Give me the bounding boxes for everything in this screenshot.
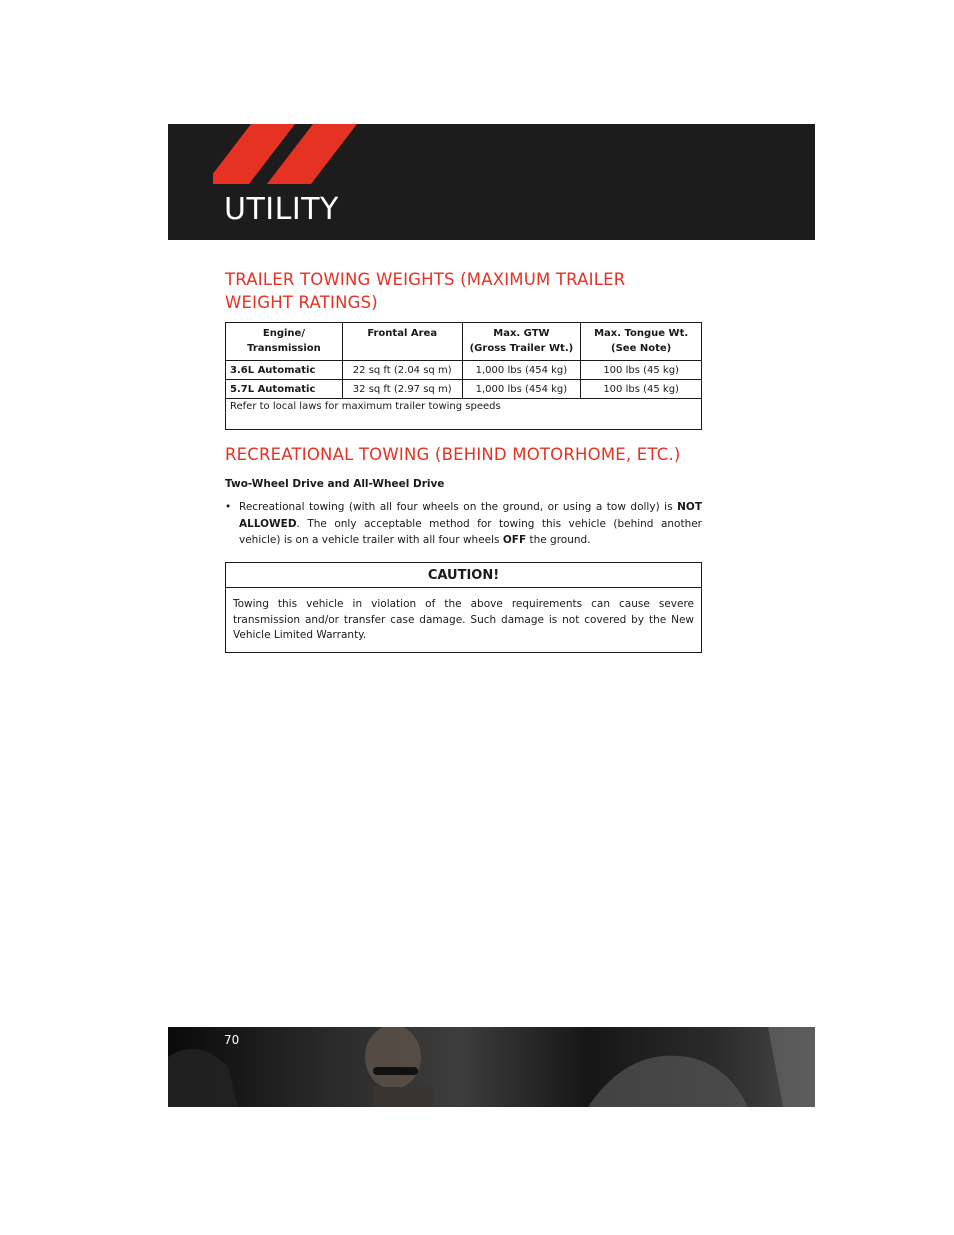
- section-title: UTILITY: [224, 192, 339, 227]
- table-cell: 100 lbs (45 kg): [581, 380, 702, 399]
- table-cell: 100 lbs (45 kg): [581, 361, 702, 380]
- table-cell: 3.6L Automatic: [226, 361, 343, 380]
- table-cell: 22 sq ft (2.04 sq m): [342, 361, 462, 380]
- table-note-row: [226, 399, 702, 430]
- bullet-marker: •: [225, 501, 232, 513]
- page-number: 70: [224, 1033, 240, 1047]
- trailer-weights-heading: TRAILER TOWING WEIGHTS (MAXIMUM TRAILER WEIGHT RATINGS): [225, 270, 626, 312]
- column-header-max-tongue: Max. Tongue Wt. (See Note): [581, 323, 702, 361]
- towing-bullet-item: [225, 499, 702, 549]
- trailer-weights-table: [225, 322, 702, 430]
- header-band: [168, 124, 815, 240]
- caution-box: [225, 562, 702, 653]
- table-header-row: [226, 323, 702, 361]
- column-header-engine: Engine/ Transmission: [226, 323, 343, 361]
- table-cell: 1,000 lbs (454 kg): [462, 361, 581, 380]
- caution-body: Towing this vehicle in violation of the above requirements can cause severe transmission and/or transfer case damage. Such damage is not covered by the New Vehicle Limited Warranty.: [233, 598, 694, 641]
- caution-title: CAUTION!: [226, 563, 701, 588]
- footer-photo-band: [168, 1027, 815, 1107]
- bullet-text: Recreational towing (with all four wheels on the ground, or using a tow dolly) is NOT ALLOWED. The only acceptable method for towing this vehicle (behind another vehicle) is on a vehicle trailer with all four wheels OFF the ground.: [239, 501, 702, 546]
- column-header-frontal-area: Frontal Area: [342, 323, 462, 361]
- table-row: [226, 380, 702, 399]
- table-cell: 32 sq ft (2.97 sq m): [342, 380, 462, 399]
- table-row: [226, 361, 702, 380]
- off-emphasis: OFF: [502, 534, 527, 546]
- brand-stripes-logo: [213, 124, 363, 184]
- not-allowed-emphasis: NOT ALLOWED: [239, 501, 702, 530]
- table-note: Refer to local laws for maximum trailer towing speeds: [226, 399, 702, 430]
- table-cell: 5.7L Automatic: [226, 380, 343, 399]
- column-header-max-gtw: Max. GTW (Gross Trailer Wt.): [462, 323, 581, 361]
- table-cell: 1,000 lbs (454 kg): [462, 380, 581, 399]
- recreational-towing-heading: RECREATIONAL TOWING (BEHIND MOTORHOME, ETC.): [225, 445, 681, 464]
- drive-type-subheading: Two-Wheel Drive and All-Wheel Drive: [225, 478, 445, 490]
- footer-driver-photo: [168, 1027, 815, 1107]
